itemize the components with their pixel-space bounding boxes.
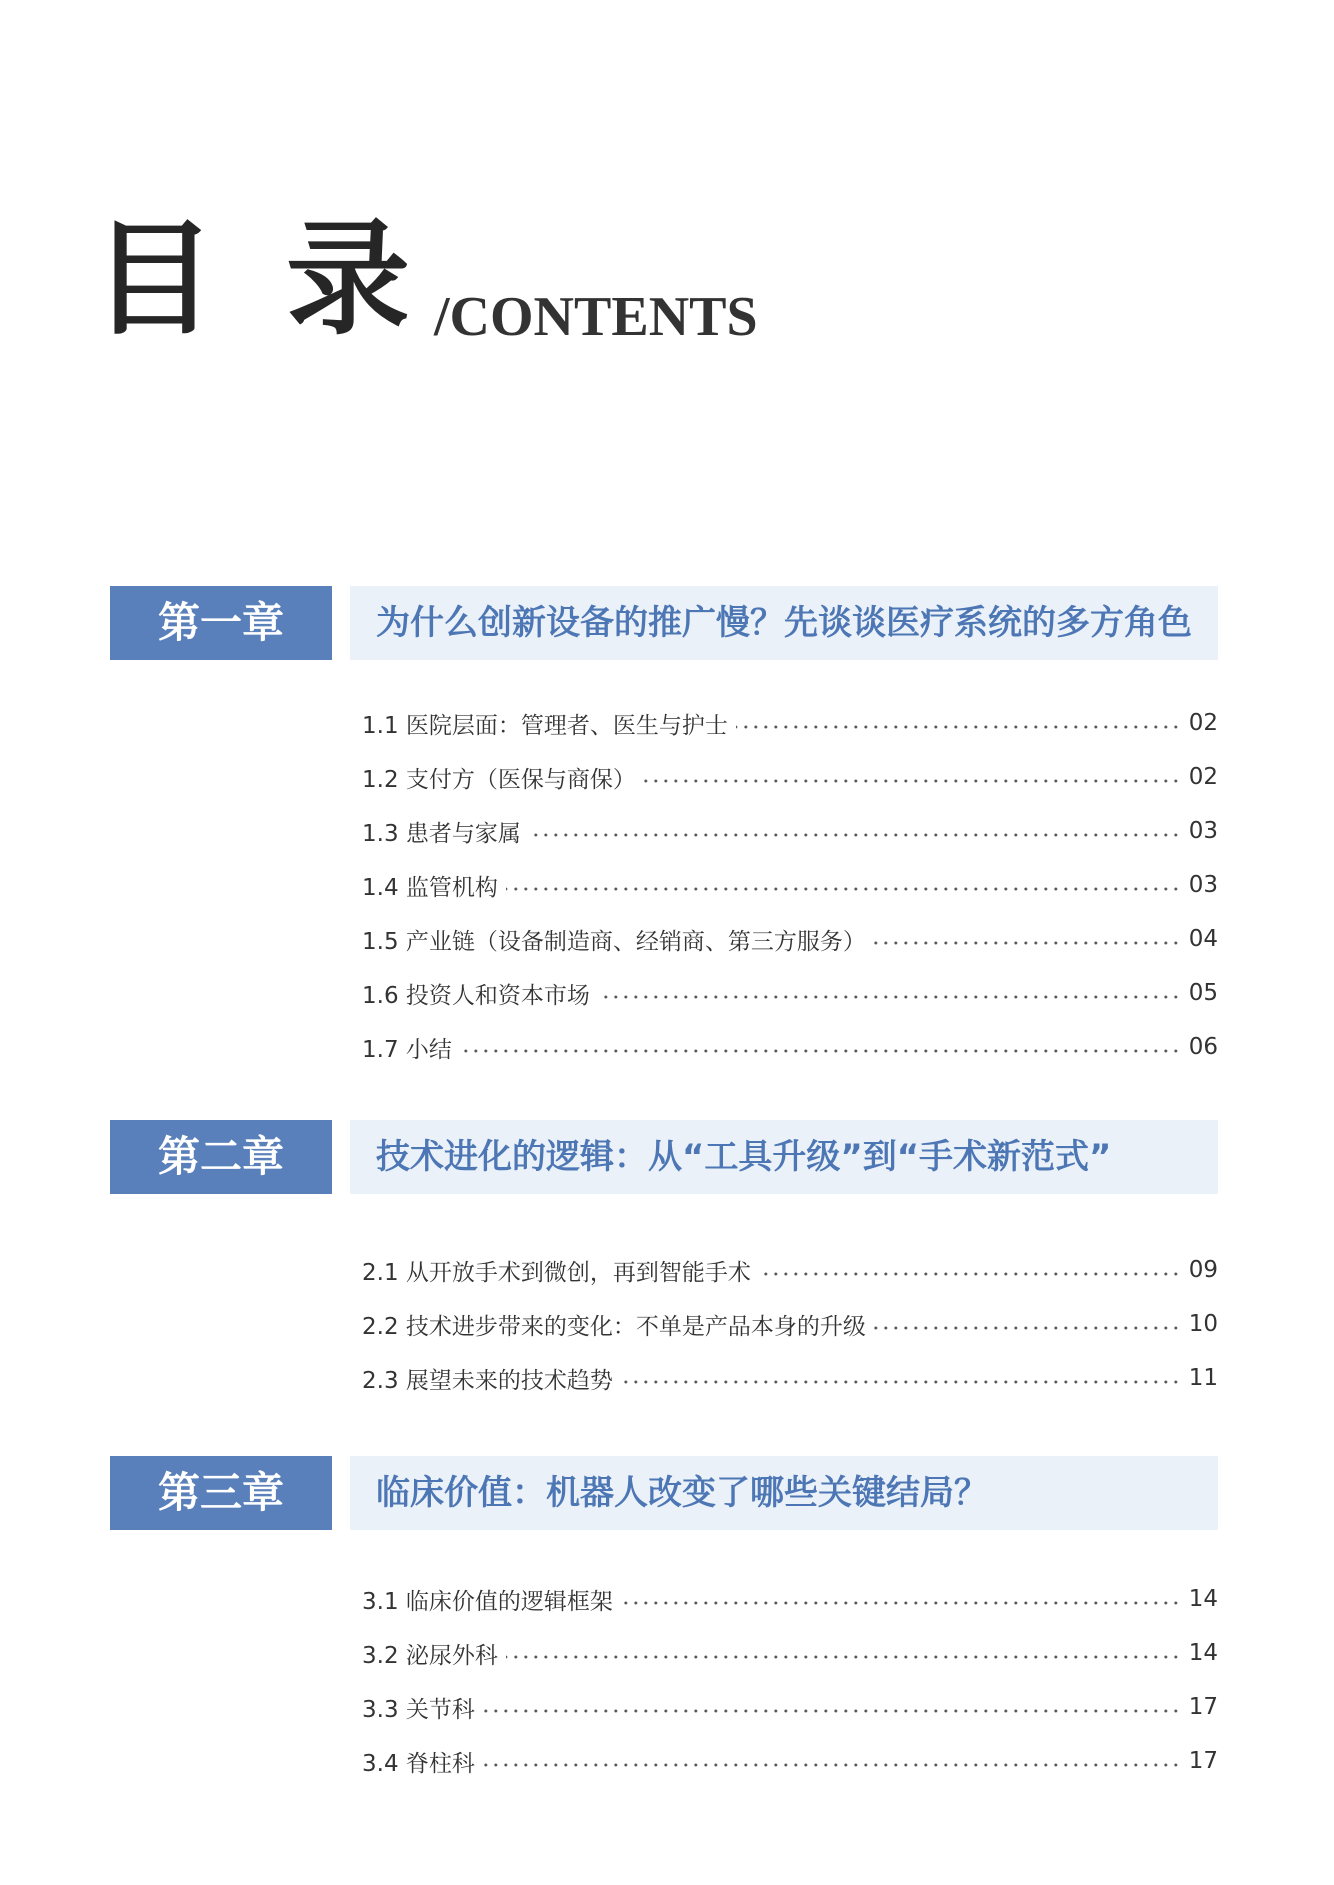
- dot-leader: [506, 887, 1181, 891]
- chapter-2-toc: [362, 1243, 1218, 1405]
- toc-entry[interactable]: [362, 1243, 1218, 1297]
- toc-entry[interactable]: [362, 1680, 1218, 1734]
- toc-entry-page: 09: [1188, 1257, 1218, 1283]
- toc-entry-label: 3.3 关节科: [362, 1696, 475, 1723]
- dot-leader: [621, 1601, 1181, 1605]
- toc-entry-page: 03: [1188, 872, 1218, 898]
- chapter-2-title-box: [350, 1120, 1218, 1194]
- chapter-1-title-box: [350, 586, 1218, 660]
- toc-entry-label: 1.1 医院层面：管理者、医生与护士: [362, 712, 728, 739]
- dot-leader: [874, 941, 1181, 945]
- toc-entry-label: 3.1 临床价值的逻辑框架: [362, 1588, 613, 1615]
- toc-entry-label: 2.3 展望未来的技术趋势: [362, 1367, 613, 1394]
- toc-entry[interactable]: [362, 912, 1218, 966]
- toc-entry-page: 02: [1188, 764, 1218, 790]
- toc-entry-label: 1.4 监管机构: [362, 874, 498, 901]
- chapter-1-tag: 第一章: [110, 586, 332, 660]
- dot-leader: [736, 725, 1181, 729]
- toc-entry-label: 1.2 支付方（医保与商保）: [362, 766, 636, 793]
- toc-entry-label: 1.6 投资人和资本市场: [362, 982, 590, 1009]
- chapter-3-title[interactable]: 临床价值：机器人改变了哪些关键结局？: [376, 1473, 988, 1513]
- page-title-cn: 目录: [92, 208, 481, 352]
- dot-leader: [621, 1380, 1181, 1384]
- toc-entry[interactable]: [362, 1734, 1218, 1788]
- dot-leader: [483, 1709, 1181, 1713]
- chapter-3-header: [110, 1456, 1218, 1530]
- chapter-2-title[interactable]: 技术进化的逻辑：从“工具升级”到“手术新范式”: [376, 1137, 1112, 1177]
- page-title-en: /CONTENTS: [434, 286, 758, 348]
- dot-leader: [460, 1049, 1181, 1053]
- dot-leader: [759, 1272, 1181, 1276]
- chapter-1-title[interactable]: 为什么创新设备的推广慢？先谈谈医疗系统的多方角色: [376, 603, 1192, 643]
- toc-entry-label: 1.7 小结: [362, 1036, 452, 1063]
- toc-entry-page: 05: [1188, 980, 1218, 1006]
- toc-entry-page: 14: [1188, 1640, 1218, 1666]
- dot-leader: [529, 833, 1181, 837]
- chapter-1-toc: [362, 696, 1218, 1074]
- chapter-1-header: [110, 586, 1218, 660]
- toc-entry[interactable]: [362, 696, 1218, 750]
- dot-leader: [644, 779, 1181, 783]
- toc-entry-page: 14: [1188, 1586, 1218, 1612]
- dot-leader: [598, 995, 1181, 999]
- toc-entry-page: 10: [1188, 1311, 1218, 1337]
- dot-leader: [506, 1655, 1181, 1659]
- toc-entry-label: 1.5 产业链（设备制造商、经销商、第三方服务）: [362, 928, 866, 955]
- chapter-3-title-box: [350, 1456, 1218, 1530]
- toc-entry[interactable]: [362, 1351, 1218, 1405]
- chapter-3-toc: [362, 1572, 1218, 1788]
- toc-entry-page: 11: [1188, 1365, 1218, 1391]
- toc-entry-page: 17: [1188, 1748, 1218, 1774]
- toc-entry[interactable]: [362, 750, 1218, 804]
- toc-entry[interactable]: [362, 858, 1218, 912]
- toc-entry-label: 2.1 从开放手术到微创，再到智能手术: [362, 1259, 751, 1286]
- chapter-2-tag: 第二章: [110, 1120, 332, 1194]
- dot-leader: [483, 1763, 1181, 1767]
- toc-entry-page: 04: [1188, 926, 1218, 952]
- toc-entry-page: 02: [1188, 710, 1218, 736]
- toc-entry[interactable]: [362, 1020, 1218, 1074]
- toc-entry-label: 2.2 技术进步带来的变化：不单是产品本身的升级: [362, 1313, 866, 1340]
- toc-entry-page: 06: [1188, 1034, 1218, 1060]
- toc-entry[interactable]: [362, 804, 1218, 858]
- toc-entry[interactable]: [362, 1572, 1218, 1626]
- dot-leader: [874, 1326, 1181, 1330]
- toc-entry-label: 1.3 患者与家属: [362, 820, 521, 847]
- toc-entry-page: 17: [1188, 1694, 1218, 1720]
- toc-entry-label: 3.4 脊柱科: [362, 1750, 475, 1777]
- toc-entry[interactable]: [362, 966, 1218, 1020]
- toc-entry-page: 03: [1188, 818, 1218, 844]
- toc-entry[interactable]: [362, 1626, 1218, 1680]
- chapter-2-header: [110, 1120, 1218, 1194]
- toc-entry-label: 3.2 泌尿外科: [362, 1642, 498, 1669]
- toc-entry[interactable]: [362, 1297, 1218, 1351]
- chapter-3-tag: 第三章: [110, 1456, 332, 1530]
